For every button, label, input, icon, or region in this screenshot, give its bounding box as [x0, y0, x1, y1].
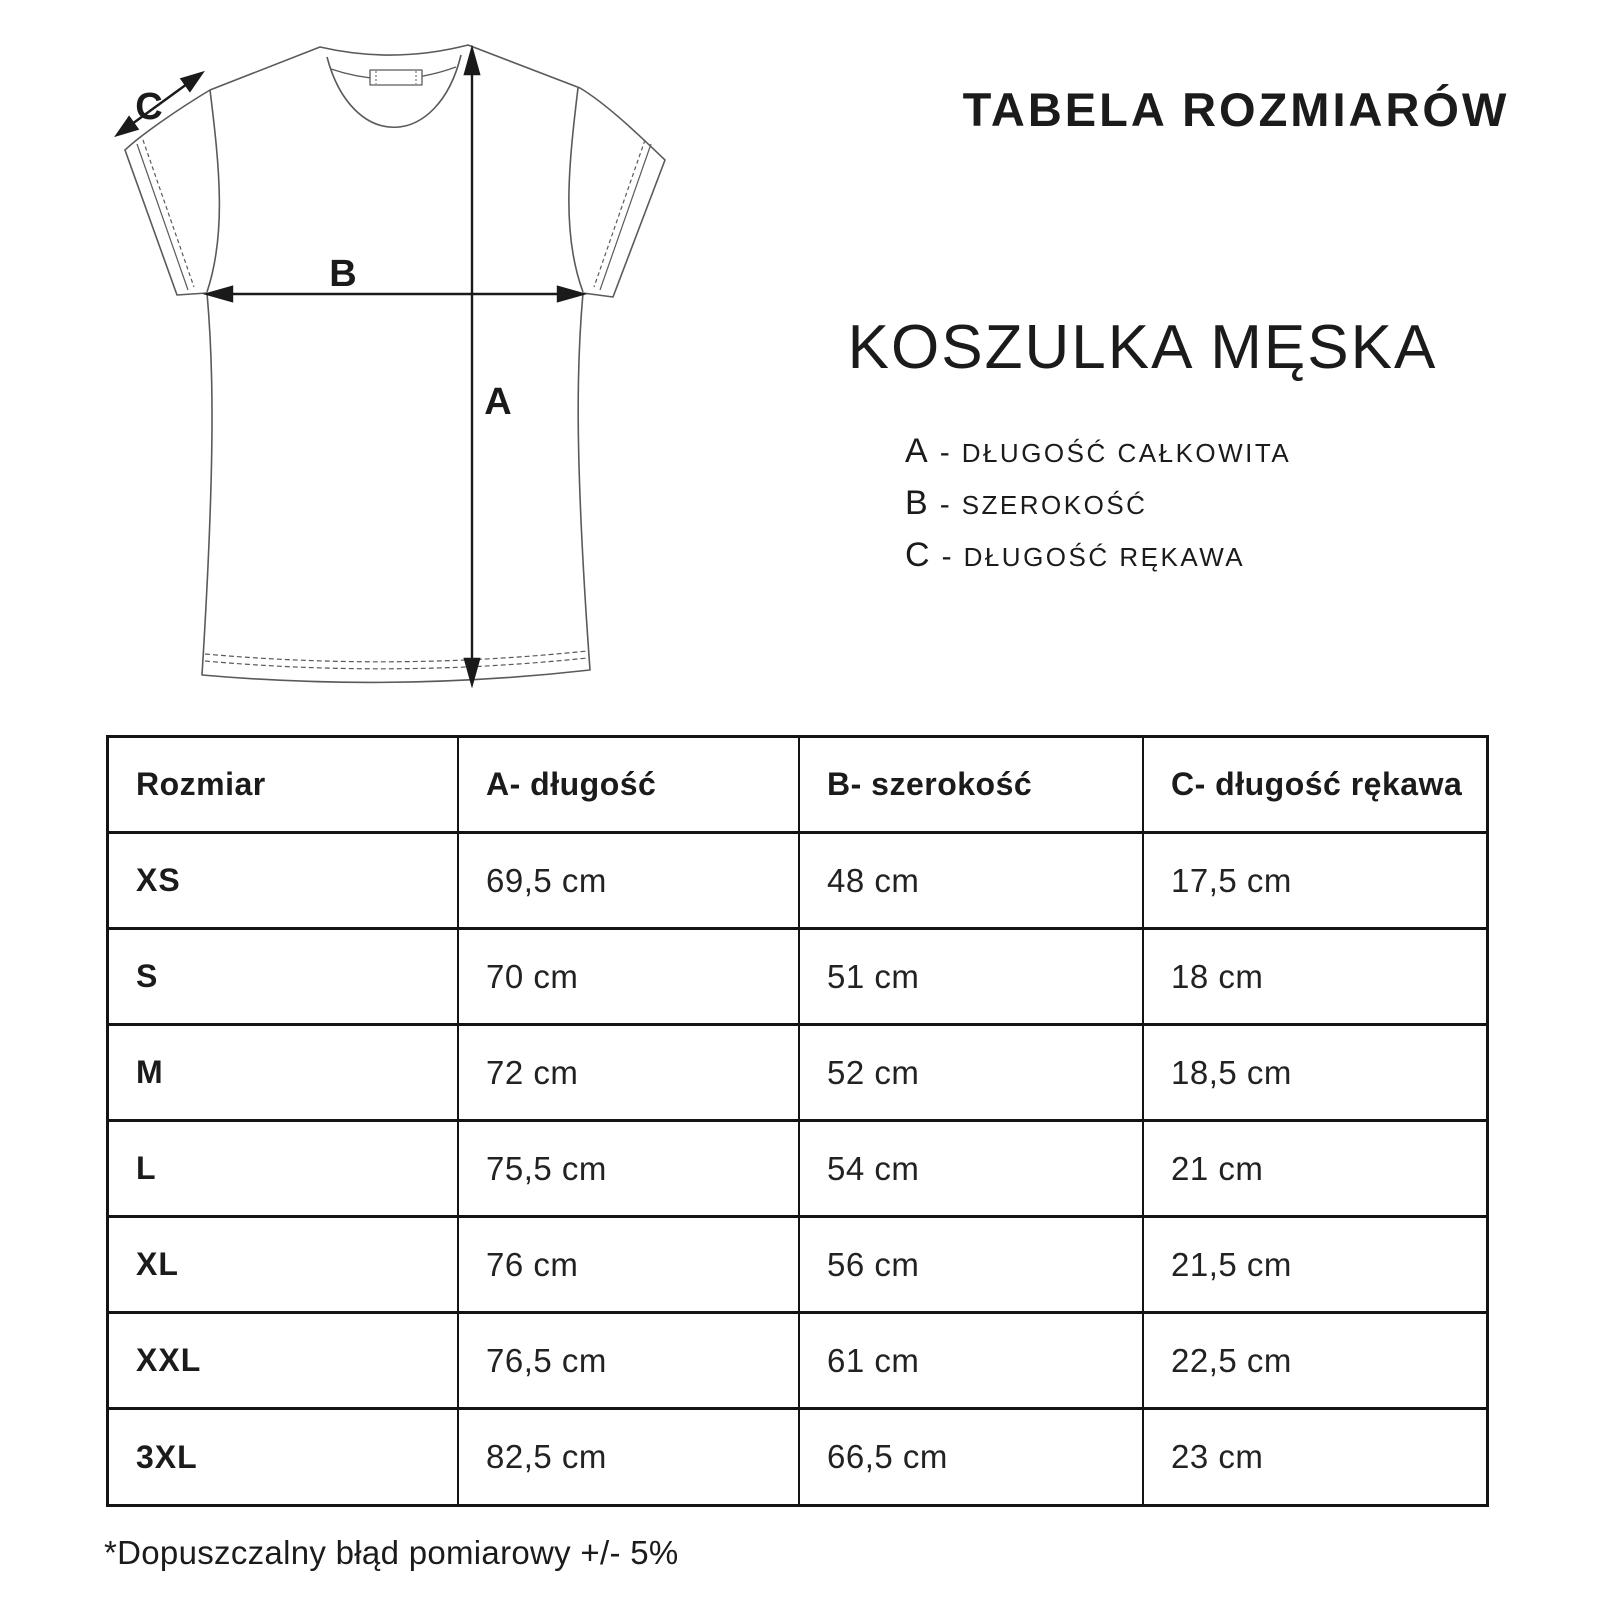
- cell-length-a: 72 cm: [459, 1026, 800, 1119]
- measurement-legend: [905, 432, 1291, 588]
- tshirt-outline: [125, 45, 665, 682]
- size-table: [106, 735, 1489, 1507]
- cell-size: XL: [109, 1218, 459, 1311]
- header-sleeve-c: C- długość rękawa: [1171, 766, 1463, 802]
- diagram-label-b: B: [329, 253, 357, 295]
- cell-length-a: 76,5 cm: [459, 1314, 800, 1407]
- table-body: [109, 834, 1486, 1504]
- cell-size: M: [109, 1026, 459, 1119]
- page-title: TABELA ROZMIARÓW: [962, 83, 1510, 136]
- legend-label: DŁUGOŚĆ CAŁKOWITA: [961, 438, 1292, 468]
- cell-sleeve-c: 17,5 cm: [1171, 861, 1292, 899]
- cell-width-b: 52 cm: [800, 1026, 1144, 1119]
- legend-key: A: [905, 432, 928, 470]
- tolerance-footnote: *Dopuszczalny błąd pomiarowy +/- 5%: [104, 1534, 679, 1571]
- cell-sleeve-c: 21 cm: [1171, 1149, 1264, 1187]
- cell-length-a: 75,5 cm: [459, 1122, 800, 1215]
- cell-width-b: 56 cm: [800, 1218, 1144, 1311]
- cell-sleeve-c: 21,5 cm: [1171, 1245, 1292, 1283]
- cell-size: S: [109, 930, 459, 1023]
- legend-separator: -: [939, 488, 950, 521]
- table-row: [109, 1218, 1486, 1314]
- header-width-b: B- szerokość: [800, 738, 1144, 831]
- cell-size: 3XL: [109, 1410, 459, 1504]
- cell-sleeve-c: 23 cm: [1171, 1438, 1264, 1475]
- legend-key: B: [905, 484, 928, 522]
- header-size: Rozmiar: [109, 738, 459, 831]
- header-length-a: A- długość: [459, 738, 800, 831]
- cell-width-b: 54 cm: [800, 1122, 1144, 1215]
- legend-separator: -: [939, 436, 950, 469]
- legend-line: [905, 484, 1291, 536]
- cell-length-a: 82,5 cm: [459, 1410, 800, 1504]
- product-title: KOSZULKA MĘSKA: [847, 313, 1438, 382]
- cell-length-a: 76 cm: [459, 1218, 800, 1311]
- tshirt-diagram: [80, 20, 700, 700]
- cell-length-a: 70 cm: [459, 930, 800, 1023]
- cell-size: L: [109, 1122, 459, 1215]
- cell-sleeve-c: 22,5 cm: [1171, 1341, 1292, 1379]
- table-header-row: [109, 738, 1486, 834]
- legend-line: [905, 536, 1291, 588]
- cell-length-a: 69,5 cm: [459, 834, 800, 927]
- table-row: [109, 1122, 1486, 1218]
- tshirt-drawing: [80, 20, 700, 700]
- sleeve-arrow-c-head-lower: [117, 118, 137, 136]
- table-row: [109, 1314, 1486, 1410]
- legend-label: DŁUGOŚĆ RĘKAWA: [963, 542, 1246, 572]
- legend-line: [905, 432, 1291, 484]
- table-row: [109, 1410, 1486, 1504]
- cell-sleeve-c: 18,5 cm: [1171, 1053, 1292, 1091]
- cell-size: XS: [109, 834, 459, 927]
- cell-width-b: 61 cm: [800, 1314, 1144, 1407]
- cell-size: XXL: [109, 1314, 459, 1407]
- diagram-label-a: A: [484, 381, 512, 423]
- legend-key: C: [905, 536, 930, 574]
- table-row: [109, 1026, 1486, 1122]
- table-row: [109, 834, 1486, 930]
- cell-width-b: 48 cm: [800, 834, 1144, 927]
- sleeve-arrow-c-head-upper: [182, 73, 202, 91]
- legend-separator: -: [941, 540, 952, 573]
- diagram-label-c: C: [135, 86, 163, 128]
- neck-label: [370, 70, 422, 85]
- cell-sleeve-c: 18 cm: [1171, 957, 1264, 995]
- cell-width-b: 66,5 cm: [800, 1410, 1144, 1504]
- cell-width-b: 51 cm: [800, 930, 1144, 1023]
- legend-label: SZEROKOŚĆ: [961, 490, 1148, 520]
- table-row: [109, 930, 1486, 1026]
